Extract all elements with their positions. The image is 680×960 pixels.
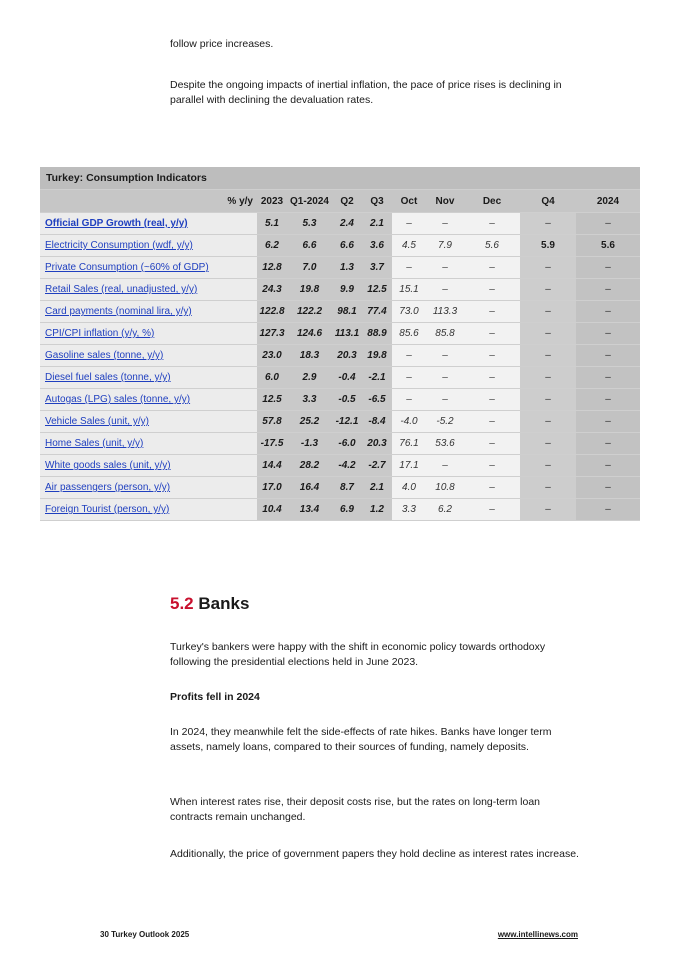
table-cell: – (520, 411, 576, 432)
table-cell: 98.1 (332, 301, 362, 322)
body-paragraph-3: When interest rates rise, their deposit costs rise, but the rates on long-term loan contracts remain unchanged. (170, 796, 541, 823)
row-label-cell (40, 433, 257, 454)
table-cell: 3.3 (287, 389, 332, 410)
header-cell: Q3 (362, 190, 392, 212)
table-cell: 17.0 (257, 477, 287, 498)
table-cell: – (520, 323, 576, 344)
row-label-cell (40, 257, 257, 278)
table-cell: 5.6 (576, 235, 640, 256)
header-cell: 2024 (576, 190, 640, 212)
table-cell: 20.3 (362, 433, 392, 454)
body-paragraph-1: Turkey's bankers were happy with the shift in economic policy towards orthodoxy following the presidential elections held in June 2023. (170, 641, 546, 668)
header-cell: Q4 (520, 190, 576, 212)
table-cell: – (520, 257, 576, 278)
table-cell: – (464, 301, 520, 322)
table-cell: 76.1 (392, 433, 426, 454)
table-cell: – (464, 257, 520, 278)
row-label-cell (40, 213, 257, 234)
table-cell: -12.1 (332, 411, 362, 432)
table-cell: 16.4 (287, 477, 332, 498)
header-cell: Q1-2024 (287, 190, 332, 212)
table-cell: 3.7 (362, 257, 392, 278)
table-cell: – (576, 499, 640, 520)
footer-page-info: 30 Turkey Outlook 2025 (100, 930, 190, 939)
table-cell: 13.4 (287, 499, 332, 520)
row-label-link[interactable]: Autogas (LPG) sales (tonne, y/y) (45, 394, 191, 405)
table-cell: 8.7 (332, 477, 362, 498)
table-cell: – (520, 279, 576, 300)
table-cell: -1.3 (287, 433, 332, 454)
table-cell: -17.5 (257, 433, 287, 454)
table-cell: – (426, 279, 464, 300)
row-label-cell (40, 279, 257, 300)
table-cell: 127.3 (257, 323, 287, 344)
table-cell: – (520, 433, 576, 454)
table-cell: 5.6 (464, 235, 520, 256)
table-cell: -2.7 (362, 455, 392, 476)
table-cell: – (464, 499, 520, 520)
table-cell: -8.4 (362, 411, 392, 432)
table-cell: 3.3 (392, 499, 426, 520)
table-cell: -0.4 (332, 367, 362, 388)
table-cell: – (576, 411, 640, 432)
table-cell: – (464, 279, 520, 300)
table-row (40, 323, 640, 344)
table-cell: 77.4 (362, 301, 392, 322)
table-cell: 7.0 (287, 257, 332, 278)
table-cell: 53.6 (426, 433, 464, 454)
table-cell: 57.8 (257, 411, 287, 432)
table-cell: 113.3 (426, 301, 464, 322)
table-cell: – (392, 257, 426, 278)
table-cell: – (576, 389, 640, 410)
row-label-link[interactable]: Gasoline sales (tonne, y/y) (45, 350, 164, 361)
consumption-indicators-table (40, 167, 640, 521)
row-label-link[interactable]: Vehicle Sales (unit, y/y) (45, 416, 149, 427)
table-cell: – (464, 411, 520, 432)
table-cell: 10.4 (257, 499, 287, 520)
row-label-link[interactable]: White goods sales (unit, y/y) (45, 460, 171, 471)
table-cell: 85.8 (426, 323, 464, 344)
table-cell: 6.6 (332, 235, 362, 256)
row-label-link[interactable]: Official GDP Growth (real, y/y) (45, 218, 188, 229)
row-label-link[interactable]: CPI/CPI inflation (y/y, %) (45, 328, 155, 339)
table-cell: – (464, 213, 520, 234)
table-cell: – (426, 345, 464, 366)
table-cell: 2.1 (362, 477, 392, 498)
table-row (40, 477, 640, 498)
table-cell: 19.8 (287, 279, 332, 300)
table-cell: 15.1 (392, 279, 426, 300)
table-cell: – (426, 455, 464, 476)
section-title: Banks (198, 594, 250, 613)
table-cell: -2.1 (362, 367, 392, 388)
table-cell: 85.6 (392, 323, 426, 344)
body-paragraph-4: Additionally, the price of government papers they hold decline as interest rates increase. (170, 848, 579, 860)
table-cell: 5.1 (257, 213, 287, 234)
row-label-cell (40, 389, 257, 410)
table-cell: – (576, 279, 640, 300)
table-cell: -4.2 (332, 455, 362, 476)
table-row (40, 345, 640, 366)
row-label-link[interactable]: Foreign Tourist (person, y/y) (45, 504, 170, 515)
table-cell: – (426, 213, 464, 234)
table-cell: 113.1 (332, 323, 362, 344)
table-cell: – (576, 477, 640, 498)
table-cell: – (392, 345, 426, 366)
table-cell: 18.3 (287, 345, 332, 366)
table-cell: 122.8 (257, 301, 287, 322)
table-cell: 25.2 (287, 411, 332, 432)
table-cell: 2.9 (287, 367, 332, 388)
table-row (40, 411, 640, 432)
table-cell: – (426, 257, 464, 278)
table-cell: – (464, 323, 520, 344)
row-label-link[interactable]: Private Consumption (~60% of GDP) (45, 262, 209, 273)
body-paragraph-2: In 2024, they meanwhile felt the side-effects of rate hikes. Banks have longer term assets, namely loans, compared to their sources of funding, namely deposits. (170, 726, 552, 753)
row-label-link[interactable]: Home Sales (unit, y/y) (45, 438, 144, 449)
table-cell: 4.0 (392, 477, 426, 498)
table-cell: -4.0 (392, 411, 426, 432)
table-row (40, 367, 640, 388)
table-cell: 2.1 (362, 213, 392, 234)
table-cell: – (520, 455, 576, 476)
table-cell: – (464, 455, 520, 476)
table-cell: – (576, 323, 640, 344)
table-row (40, 433, 640, 454)
row-label-cell (40, 367, 257, 388)
table-header-row (40, 190, 640, 212)
row-label-cell (40, 345, 257, 366)
table-cell: – (576, 213, 640, 234)
table-cell: – (520, 389, 576, 410)
table-cell: 5.9 (520, 235, 576, 256)
table-cell: 12.5 (362, 279, 392, 300)
table-cell: 23.0 (257, 345, 287, 366)
table-row (40, 455, 640, 476)
table-cell: 24.3 (257, 279, 287, 300)
section-heading (170, 594, 249, 614)
table-cell: – (520, 301, 576, 322)
table-cell: 122.2 (287, 301, 332, 322)
table-cell: – (464, 345, 520, 366)
table-cell: – (576, 257, 640, 278)
row-label-cell (40, 323, 257, 344)
intro-line: follow price increases. (170, 38, 274, 50)
table-cell: 20.3 (332, 345, 362, 366)
table-cell: – (426, 389, 464, 410)
intro-paragraph: Despite the ongoing impacts of inertial inflation, the pace of price rises is declining in parallel with declining the devaluation rates. (170, 79, 562, 106)
table-cell: – (576, 301, 640, 322)
table-cell: – (426, 367, 464, 388)
table-cell: – (464, 367, 520, 388)
table-cell: 17.1 (392, 455, 426, 476)
table-cell: – (520, 499, 576, 520)
row-label-cell (40, 455, 257, 476)
header-cell: Nov (426, 190, 464, 212)
table-cell: – (464, 433, 520, 454)
table-cell: – (520, 213, 576, 234)
row-label-cell (40, 411, 257, 432)
table-row (40, 279, 640, 300)
table-cell: – (392, 367, 426, 388)
table-cell: 4.5 (392, 235, 426, 256)
footer-website-link[interactable]: www.intellinews.com (497, 930, 578, 939)
table-cell: 2.4 (332, 213, 362, 234)
table-cell: -0.5 (332, 389, 362, 410)
row-label-link[interactable]: Card payments (nominal lira, y/y) (45, 306, 192, 317)
table-cell: 6.9 (332, 499, 362, 520)
table-row (40, 301, 640, 322)
table-cell: – (464, 477, 520, 498)
table-cell: 88.9 (362, 323, 392, 344)
row-label-link[interactable]: Diesel fuel sales (tonne, y/y) (45, 372, 171, 383)
header-cell: 2023 (257, 190, 287, 212)
table-cell: 1.3 (332, 257, 362, 278)
table-cell: 5.3 (287, 213, 332, 234)
header-cell: Dec (464, 190, 520, 212)
section-number: 5.2 (170, 594, 194, 613)
row-label-cell (40, 477, 257, 498)
table-cell: 12.5 (257, 389, 287, 410)
table-cell: 6.2 (257, 235, 287, 256)
table-cell: – (464, 389, 520, 410)
table-row (40, 257, 640, 278)
table-cell: – (576, 367, 640, 388)
header-cell: Q2 (332, 190, 362, 212)
table-title: Turkey: Consumption Indicators (40, 167, 640, 189)
table-cell: 3.6 (362, 235, 392, 256)
table-cell: 12.8 (257, 257, 287, 278)
table-cell: 1.2 (362, 499, 392, 520)
table-cell: 7.9 (426, 235, 464, 256)
header-unit: % y/y (40, 190, 257, 212)
table-cell: 124.6 (287, 323, 332, 344)
row-label-link[interactable]: Retail Sales (real, unadjusted, y/y) (45, 284, 198, 295)
table-cell: 6.2 (426, 499, 464, 520)
row-label-cell (40, 301, 257, 322)
table-cell: 14.4 (257, 455, 287, 476)
table-cell: – (520, 345, 576, 366)
table-cell: – (576, 433, 640, 454)
table-cell: 9.9 (332, 279, 362, 300)
table-cell: 73.0 (392, 301, 426, 322)
row-label-link[interactable]: Air passengers (person, y/y) (45, 482, 171, 493)
table-row (40, 389, 640, 410)
table-cell: -6.5 (362, 389, 392, 410)
table-cell: 6.6 (287, 235, 332, 256)
table-cell: – (520, 367, 576, 388)
table-row (40, 235, 640, 256)
table-cell: -5.2 (426, 411, 464, 432)
header-cell: Oct (392, 190, 426, 212)
table-cell: -6.0 (332, 433, 362, 454)
table-cell: 28.2 (287, 455, 332, 476)
row-label-cell (40, 499, 257, 520)
table-row (40, 213, 640, 234)
table-cell: – (520, 477, 576, 498)
table-cell: – (392, 213, 426, 234)
table-cell: 6.0 (257, 367, 287, 388)
row-label-link[interactable]: Electricity Consumption (wdf, y/y) (45, 240, 193, 251)
table-row (40, 499, 640, 520)
row-label-cell (40, 235, 257, 256)
table-cell: – (392, 389, 426, 410)
table-cell: – (576, 455, 640, 476)
table-grid (40, 189, 640, 521)
table-cell: 10.8 (426, 477, 464, 498)
table-cell: 19.8 (362, 345, 392, 366)
table-cell: – (576, 345, 640, 366)
body-subheading: Profits fell in 2024 (170, 691, 260, 703)
